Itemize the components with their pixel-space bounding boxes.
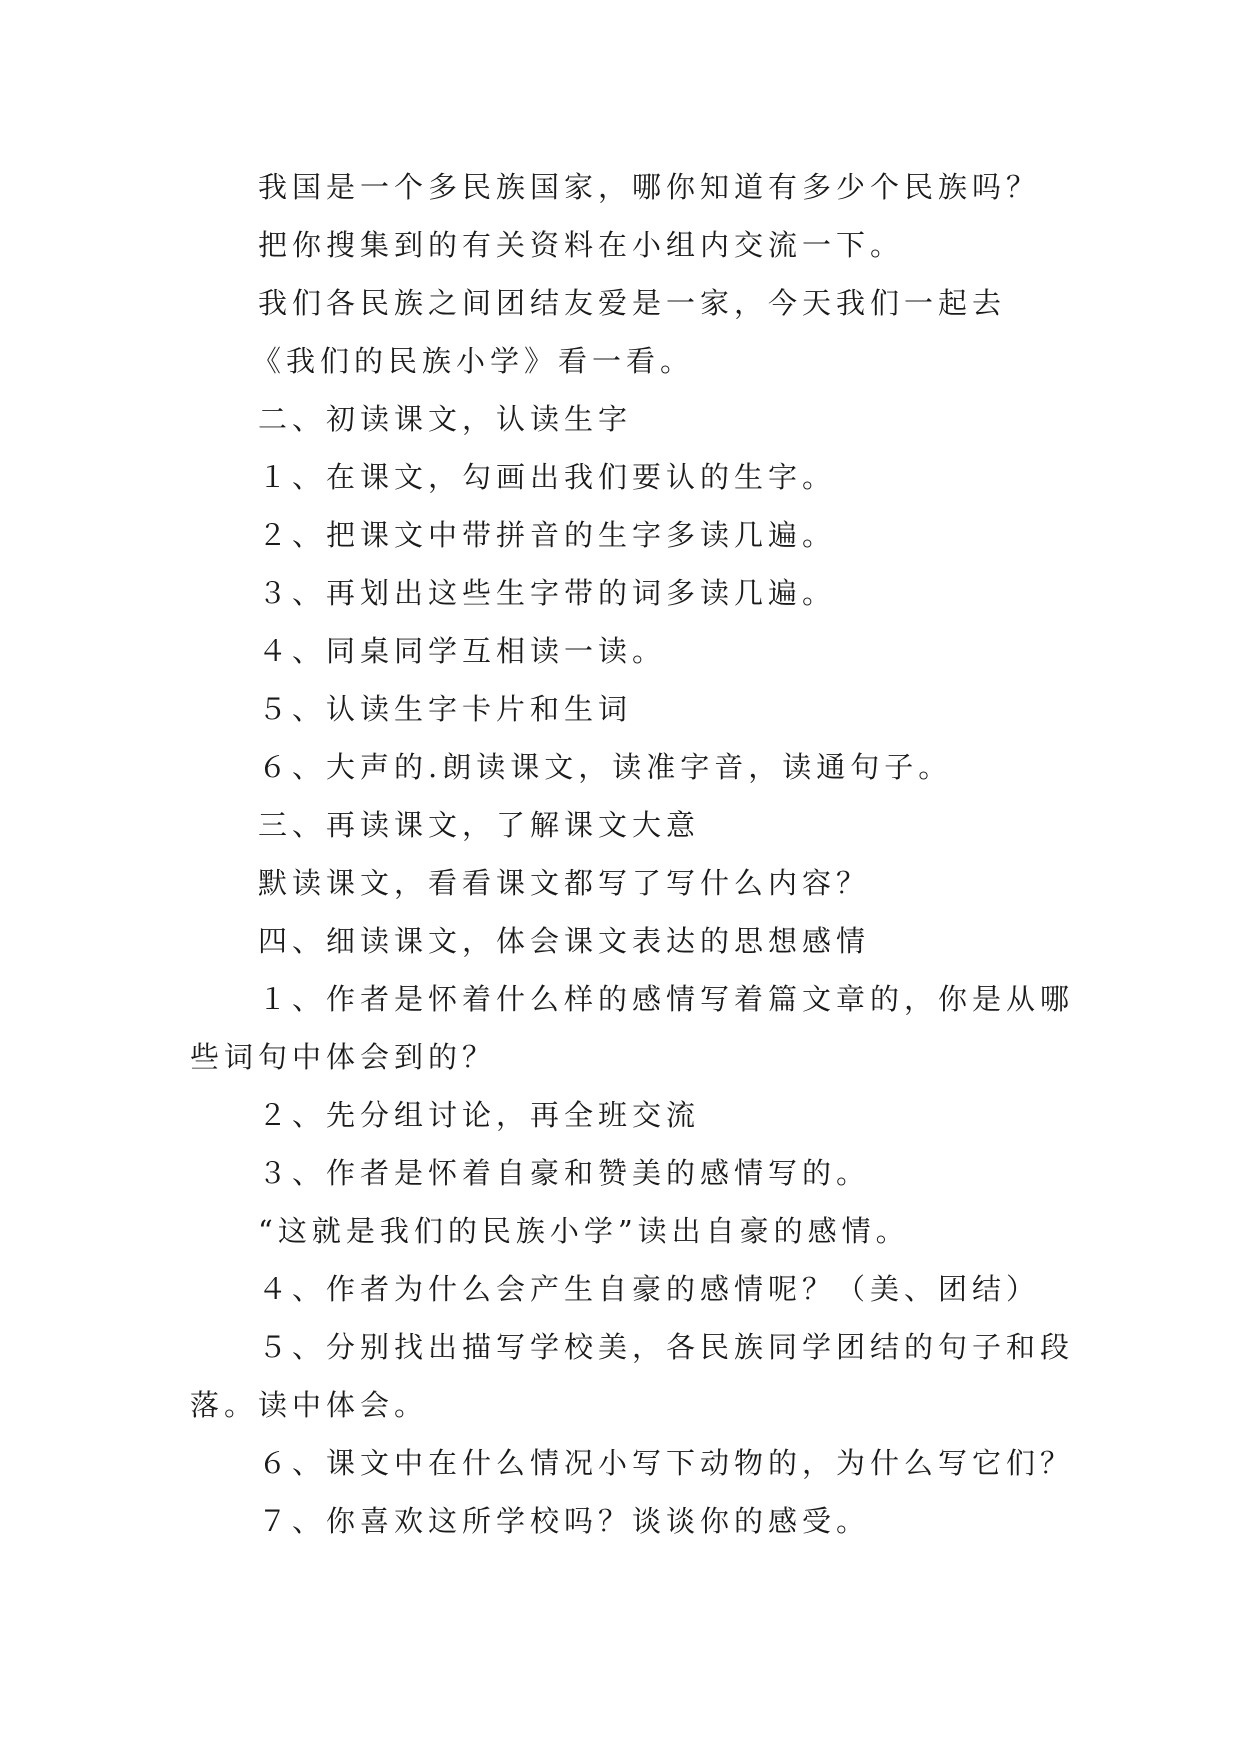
- list-item: ６、课文中在什么情况小写下动物的，为什么写它们？: [258, 1446, 1075, 1480]
- list-item: ３、再划出这些生字带的词多读几遍。: [258, 576, 837, 610]
- list-item: １、作者是怀着什么样的感情写着篇文章的，你是从哪: [258, 982, 1075, 1016]
- list-item: ２、把课文中带拼音的生字多读几遍。: [258, 518, 837, 552]
- list-item-continuation: 落。读中体会。: [190, 1388, 429, 1422]
- text-line: 我们各民族之间团结友爱是一家，今天我们一起去: [258, 286, 1007, 320]
- text-line: “这就是我们的民族小学”读出自豪的感情。: [258, 1214, 910, 1248]
- list-item: ２、先分组讨论，再全班交流: [258, 1098, 701, 1132]
- text-line: 把你搜集到的有关资料在小组内交流一下。: [258, 228, 905, 262]
- list-item: ４、作者为什么会产生自豪的感情呢？（美、团结）: [258, 1272, 1041, 1306]
- text-line: 默读课文，看看课文都写了写什么内容？: [258, 866, 871, 900]
- section-heading: 四、细读课文，体会课文表达的思想感情: [258, 924, 871, 958]
- section-heading: 三、再读课文，了解课文大意: [258, 808, 701, 842]
- list-item: ３、作者是怀着自豪和赞美的感情写的。: [258, 1156, 871, 1190]
- text-line: 我国是一个多民族国家，哪你知道有多少个民族吗？: [258, 170, 1041, 204]
- text-line: 《我们的民族小学》看一看。: [252, 344, 695, 378]
- list-item: ６、大声的.朗读课文，读准字音，读通句子。: [258, 750, 953, 784]
- list-item: ５、分别找出描写学校美，各民族同学团结的句子和段: [258, 1330, 1075, 1364]
- section-heading: 二、初读课文，认读生字: [258, 402, 633, 436]
- list-item: １、在课文，勾画出我们要认的生字。: [258, 460, 837, 494]
- list-item: ５、认读生字卡片和生词: [258, 692, 633, 726]
- list-item-continuation: 些词句中体会到的？: [190, 1040, 497, 1074]
- list-item: ７、你喜欢这所学校吗？谈谈你的感受。: [258, 1504, 871, 1538]
- list-item: ４、同桌同学互相读一读。: [258, 634, 667, 668]
